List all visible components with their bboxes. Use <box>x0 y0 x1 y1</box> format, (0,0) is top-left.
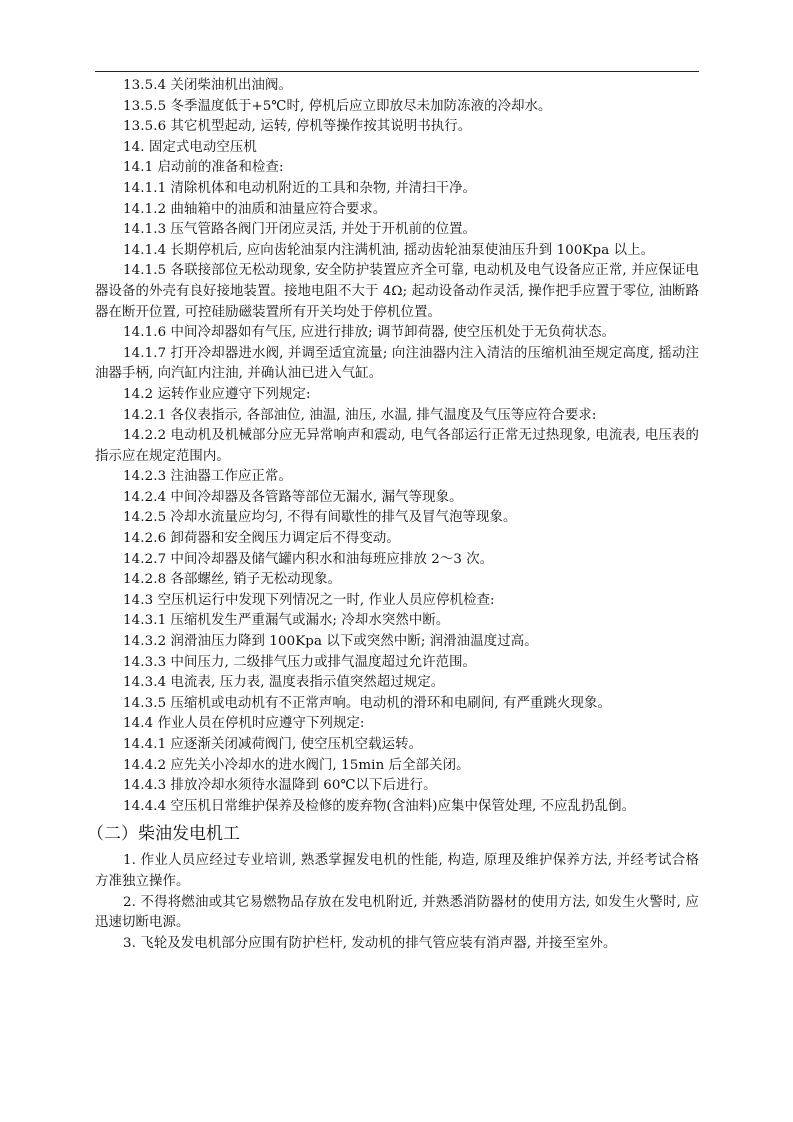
paragraph: 14.4.1 应逐渐关闭减荷阀门, 使空压机空载运转。 <box>123 737 423 752</box>
section-heading: （二）柴油发电机工 <box>87 824 240 845</box>
paragraph: 14.3.1 压缩机发生严重漏气或漏水; 冷却水突然中断。 <box>123 613 450 629</box>
paragraph: 14.2 运转作业应遵守下列规定: <box>123 386 311 402</box>
paragraph: 14. 固定式电动空压机 <box>123 139 257 155</box>
paragraph: 14.2.3 注油器工作应正常。 <box>123 469 292 485</box>
paragraph: 2. 不得将燃油或其它易燃物品存放在发电机附近, 并熟悉消防器材的使用方法, 如发生火警时, 应迅速切断电源。 <box>95 894 699 931</box>
paragraph: 14.3.5 压缩机或电动机有不正常声响。电动机的滑环和电刷间, 有严重跳火现象。 <box>123 695 611 711</box>
paragraph: 14.3 空压机运行中发现下列情况之一时, 作业人员应停机检查: <box>123 592 495 608</box>
paragraph: 14.1.7 打开冷却器进水阀, 并调至适宜流量; 向注油器内注入清洁的压缩机油至规定高度, 摇动注油器手柄, 向汽缸内注油, 并确认油已进入气缸。 <box>95 345 699 382</box>
paragraph: 14.1.3 压气管路各阀门开闭应灵活, 并处于开机前的位置。 <box>123 222 477 238</box>
paragraph: 14.4.4 空压机日常维护保养及检修的废弃物(含油料)应集中保管处理, 不应乱扔乱倒。 <box>123 798 636 814</box>
paragraph: 14.3.2 润滑油压力降到 100Kpa 以下或突然中断; 润滑油温度过高。 <box>123 634 538 650</box>
paragraph: 14.2.8 各部螺丝, 销子无松动现象。 <box>123 572 342 588</box>
paragraph: 14.2.4 中间冷却器及各管路等部位无漏水, 漏气等现象。 <box>123 489 463 505</box>
paragraph: 14.2.2 电动机及机械部分应无异常响声和震动, 电气各部运行正常无过热现象, 电流表, 电压表的指示应在规定范围内。 <box>95 428 699 464</box>
paragraph: 13.5.5 冬季温度低于+5℃时, 停机后应立即放尽未加防冻液的冷却水。 <box>123 98 552 114</box>
paragraph: 14.1.5 各联接部位无松动现象, 安全防护装置应齐全可靠, 电动机及电气设备应正常, 并应保证电器设备的外壳有良好接地装置。接地电阻不大于 4Ω; 起动设备动作灵活, 操作把手应置于零位, 油断路器在断开位置, 可控硅励磁装置所有开关均处于停机位置。 <box>95 263 699 320</box>
paragraph: 14.4.2 应先关小冷却水的进水阀门, 15min 后全部关闭。 <box>123 757 470 773</box>
paragraph: 14.1 启动前的准备和检查: <box>123 160 284 176</box>
paragraph: 14.1.6 中间冷却器如有气压, 应进行排放; 调节卸荷器, 使空压机处于无负荷状态。 <box>123 325 616 341</box>
paragraph: 14.2.5 冷却水流量应均匀, 不得有间歇性的排气及冒气泡等现象。 <box>123 510 517 526</box>
paragraph: 14.2.1 各仪表指示, 各部油位, 油温, 油压, 水温, 排气温度及气压等应符合要求: <box>123 407 597 423</box>
paragraph: 14.4 作业人员在停机时应遵守下列规定: <box>123 716 365 732</box>
paragraph: 14.4.3 排放冷却水须待水温降到 60℃以下后进行。 <box>123 778 437 794</box>
paragraph: 13.5.4 关闭柴油机出油阀。 <box>123 78 292 93</box>
paragraph: 14.2.7 中间冷却器及储气罐内积水和油每班应排放 2～3 次。 <box>123 551 494 567</box>
paragraph: 14.1.4 长期停机后, 应向齿轮油泵内注满机油, 摇动齿轮油泵使油压升到 100Kpa 以上。 <box>123 242 655 258</box>
paragraph: 3. 飞轮及发电机部分应围有防护栏杆, 发动机的排气管应装有消声器, 并接至室外。 <box>123 935 617 951</box>
paragraph: 13.5.6 其它机型起动, 运转, 停机等操作按其说明书执行。 <box>123 119 472 135</box>
paragraph: 1. 作业人员应经过专业培训, 熟悉掌握发电机的性能, 构造, 原理及维护保养方法, 并经考试合格方准独立操作。 <box>95 853 699 889</box>
document-body <box>87 76 699 954</box>
header-rule <box>95 71 699 72</box>
paragraph: 14.2.6 卸荷器和安全阀压力调定后不得变动。 <box>123 531 400 547</box>
paragraph: 14.3.3 中间压力, 二级排气压力或排气温度超过允许范围。 <box>123 654 477 670</box>
paragraph: 14.1.1 清除机体和电动机附近的工具和杂物, 并清扫干净。 <box>123 180 477 196</box>
paragraph: 14.3.4 电流表, 压力表, 温度表指示值突然超过规定。 <box>123 675 445 691</box>
paragraph: 14.1.2 曲轴箱中的油质和油量应符合要求。 <box>123 201 387 217</box>
